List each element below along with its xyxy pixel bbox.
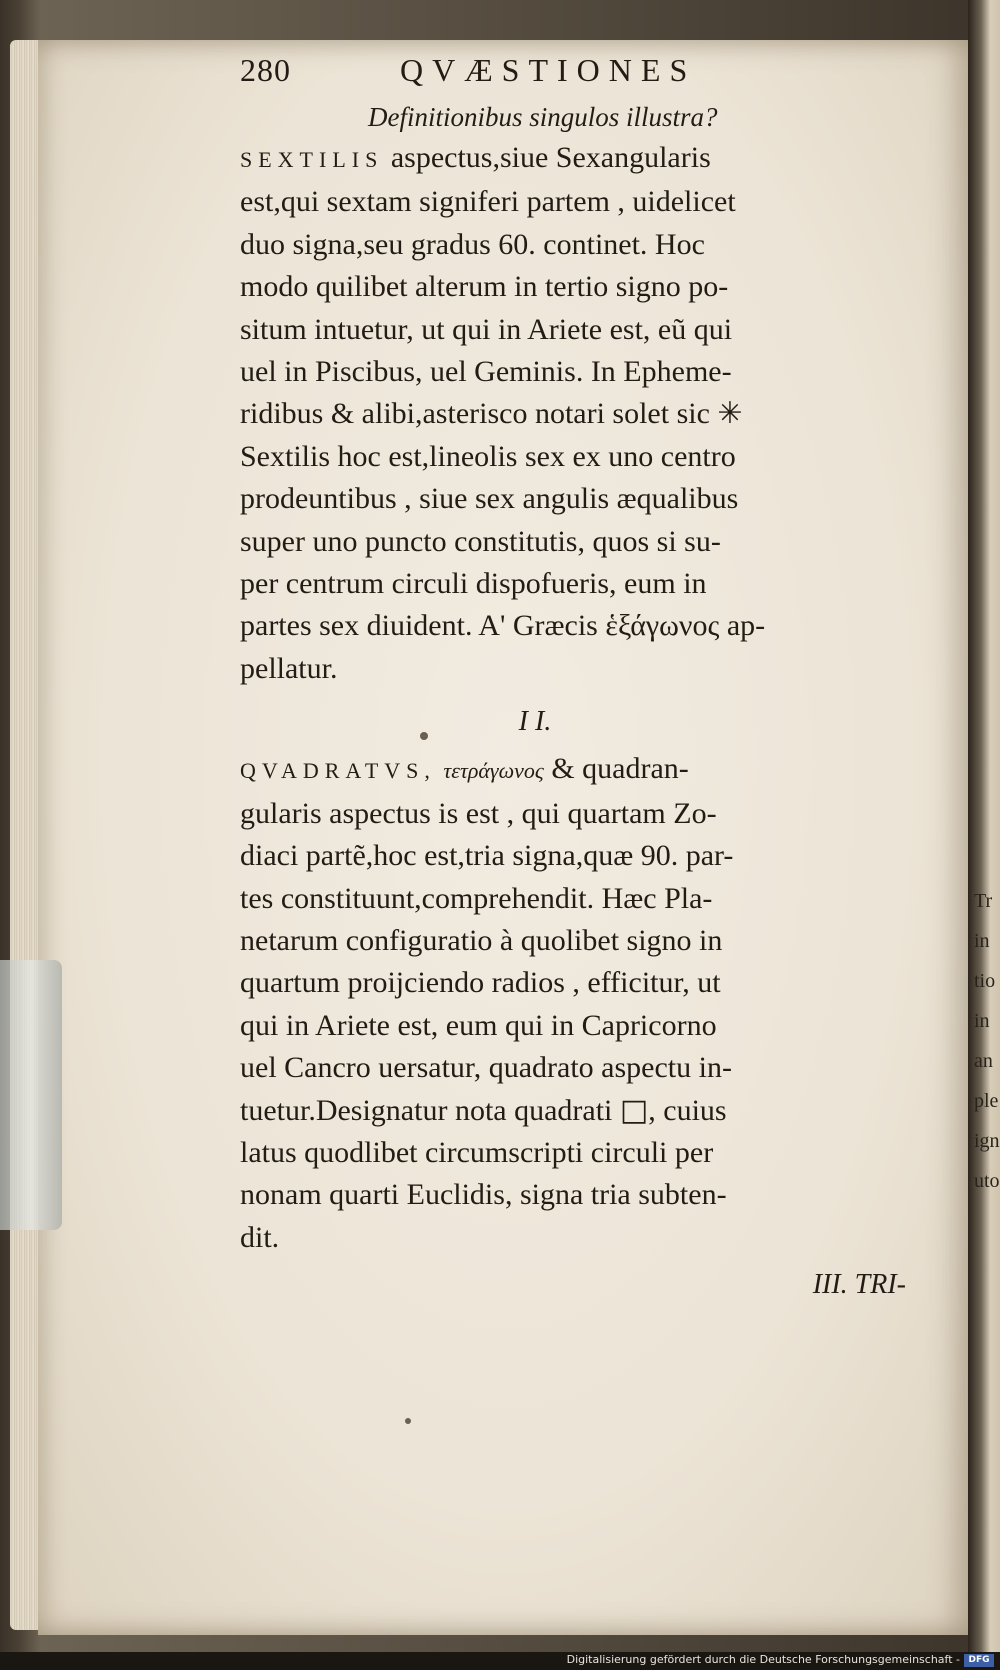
facing-page-fragment: Tr bbox=[974, 890, 993, 912]
facing-page-edge bbox=[968, 0, 1000, 1670]
text-line: quartum proijciendo radios , efficitur, ut bbox=[240, 966, 721, 1000]
line-text: & quadran- bbox=[551, 752, 689, 786]
text-line: partes sex diuident. A' Græcis ἑξάγωνος ap- bbox=[240, 609, 766, 643]
greek-word: τετράγωνος bbox=[443, 758, 544, 784]
section-numeral: I I. bbox=[518, 706, 552, 738]
text-line: qui in Ariete est, eum qui in Capricorno bbox=[240, 1008, 717, 1042]
text-line bbox=[240, 1090, 920, 1132]
text-line: gularis aspectus is est , qui quartam Zo- bbox=[240, 796, 717, 830]
text-line bbox=[240, 748, 920, 792]
running-head bbox=[240, 52, 920, 100]
text-line: pellatur. bbox=[240, 651, 338, 685]
text-line: duo signa,seu gradus 60. continet. Hoc bbox=[240, 227, 705, 261]
square-symbol: □ bbox=[619, 1092, 649, 1128]
line-text: aspectus,siue Sexangularis bbox=[390, 141, 711, 174]
text-line: situm intuetur, ut qui in Ariete est, eũ qui bbox=[240, 312, 733, 346]
text-line: netarum configuratio à quolibet signo in bbox=[240, 923, 723, 957]
ink-speck bbox=[405, 1418, 411, 1424]
facing-page-fragment: in bbox=[974, 1010, 990, 1032]
paragraph-sextilis bbox=[240, 137, 920, 690]
facing-page-fragment: an bbox=[974, 1050, 993, 1072]
text-line: uel in Piscibus, uel Geminis. In Epheme- bbox=[240, 355, 732, 389]
text-line: est,qui sextam signiferi partem , uidelicet bbox=[240, 185, 736, 219]
text-line bbox=[240, 137, 920, 181]
text-line: per centrum circuli dispofueris, eum in bbox=[240, 567, 707, 601]
lead-word: QVADRATVS, bbox=[240, 758, 436, 784]
catchword: III. TRI- bbox=[812, 1269, 906, 1301]
text-line: super uno puncto constitutis, quos si su- bbox=[240, 524, 721, 558]
line-text: , cuius bbox=[648, 1093, 727, 1127]
text-column bbox=[240, 52, 920, 1301]
text-line bbox=[240, 393, 920, 435]
text-line: prodeuntibus , siue sex angulis æqualibus bbox=[240, 482, 739, 516]
text-line: latus quodlibet circumscripti circuli per bbox=[240, 1135, 714, 1169]
lead-word: SEXTILIS bbox=[240, 147, 384, 172]
page-number: 280 bbox=[240, 52, 291, 88]
asterisk-symbol: ✳ bbox=[717, 396, 743, 432]
text-line: dit. bbox=[240, 1220, 280, 1254]
text-line: tes constituunt,comprehendit. Hæc Pla- bbox=[240, 881, 713, 915]
line-text: ridibus & alibi,asterisco notari solet sic bbox=[240, 397, 710, 431]
page-header-title: QVÆSTIONES bbox=[400, 52, 697, 88]
text-line: Sextilis hoc est,lineolis sex ex uno centro bbox=[240, 439, 736, 473]
text-line: diaci partẽ,hoc est,tria signa,quæ 90. par- bbox=[240, 839, 734, 873]
text-line: nonam quarti Euclidis, signa tria subten- bbox=[240, 1178, 727, 1212]
facing-page-fragment: in bbox=[974, 930, 990, 952]
line-text: tuetur.Designatur nota quadrati bbox=[240, 1093, 613, 1127]
facing-page-fragment: ign bbox=[974, 1130, 1000, 1152]
facing-page-fragment: ple bbox=[974, 1090, 999, 1112]
digitization-credit: Digitalisierung gefördert durch die Deutsche Forschungsgemeinschaft - bbox=[566, 1653, 960, 1666]
text-line: modo quilibet alterum in tertio signo po- bbox=[240, 270, 729, 304]
subheading: Definitionibus singulos illustra? bbox=[368, 102, 718, 132]
facing-page-fragment: tio bbox=[974, 970, 996, 992]
dfg-logo: DFG bbox=[964, 1654, 994, 1667]
page-clip bbox=[0, 960, 62, 1230]
facing-page-fragment: uto bbox=[974, 1170, 1000, 1192]
paragraph-quadratus bbox=[240, 748, 920, 1259]
text-line: uel Cancro uersatur, quadrato aspectu in- bbox=[240, 1051, 732, 1085]
